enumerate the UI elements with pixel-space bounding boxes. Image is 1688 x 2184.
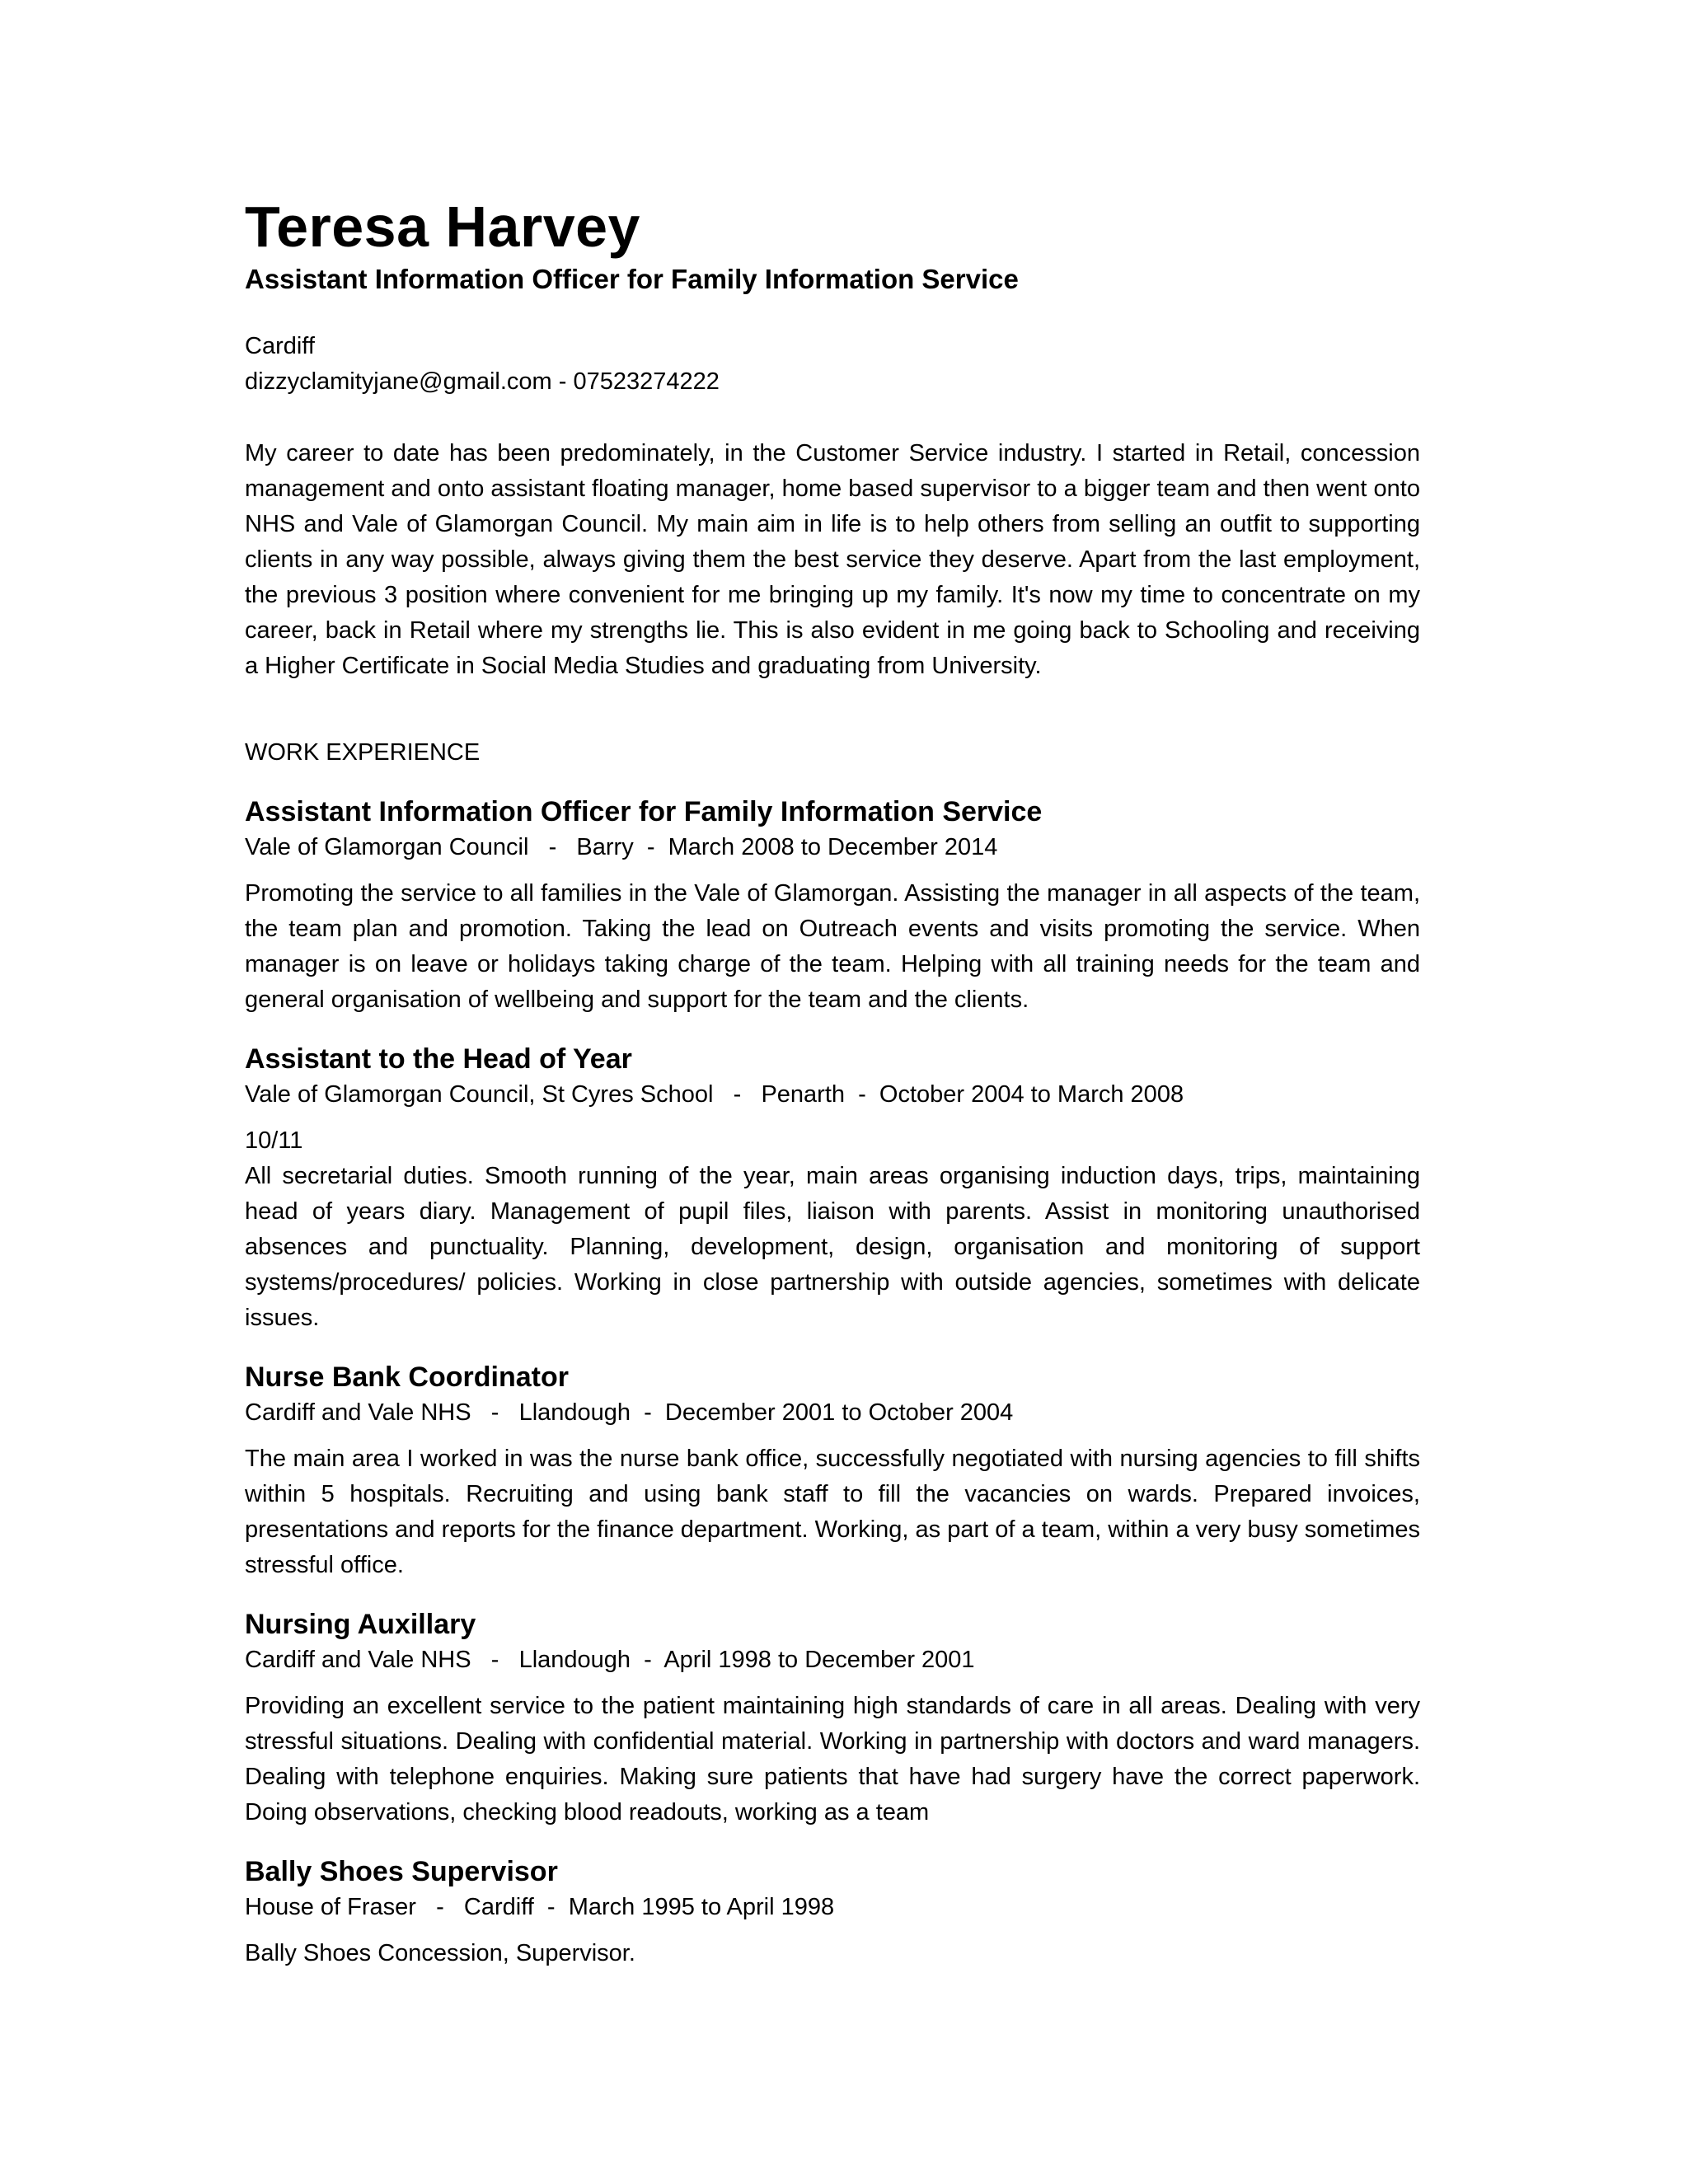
job-description: Bally Shoes Concession, Supervisor. (245, 1940, 635, 1967)
job-entry (245, 1041, 1420, 1336)
candidate-headline: Assistant Information Officer for Family Information Service (245, 264, 1019, 294)
job-list (245, 794, 1420, 1971)
job-note: 10/11 (245, 1127, 303, 1155)
job-entry (245, 1854, 1420, 1971)
job-description: Providing an excellent service to the patient maintaining high standards of care in all areas. Dealing with very stressful situations. Dealing with confidential material. Working in partnership with doctors and ward managers. Dealing with telephone enquiries. Making sure patients that have had surgery have the correct paperwork. Doing observations, checking blood readouts, working as a team (245, 1693, 1420, 1826)
contact-block (245, 329, 1420, 400)
job-meta: Vale of Glamorgan Council, St Cyres School - Penarth - October 2004 to March 2008 (245, 1081, 1184, 1108)
section-title-work-experience: WORK EXPERIENCE (245, 739, 481, 766)
job-entry (245, 1359, 1420, 1583)
job-description: All secretarial duties. Smooth running of the year, main areas organising induction days, trips, maintaining head of years diary. Management of pupil files, liaison with parents. Assist in monitoring unauthorised absences and punctuality. Planning, development, design, organisation and monitoring of support systems/procedures/ policies. Working in close partnership with outside agencies, sometimes with delicate issues. (245, 1163, 1420, 1332)
job-title: Assistant Information Officer for Family Information Service (245, 796, 1043, 828)
candidate-name: Teresa Harvey (245, 194, 640, 259)
job-title: Nurse Bank Coordinator (245, 1361, 569, 1394)
job-meta: Cardiff and Vale NHS - Llandough - April 1998 to December 2001 (245, 1647, 975, 1674)
job-entry (245, 794, 1420, 1018)
job-title: Nursing Auxillary (245, 1609, 476, 1641)
resume-page (245, 194, 1420, 1971)
summary-paragraph: My career to date has been predominately, in the Customer Service industry. I started in Retail, concession management and onto assistant floating manager, home based supervisor to a bigger team and then went onto NHS and Vale of Glamorgan Council. My main aim in life is to help others from selling an outfit to supporting clients in any way possible, always giving them the best service they deserve. Apart from the last employment, the previous 3 position where convenient for me bringing up my family. It's now my time to concentrate on my career, back in Retail where my strengths lie. This is also evident in me going back to Schooling and receiving a Higher Certificate in Social Media Studies and graduating from University. (245, 440, 1420, 680)
job-meta: House of Fraser - Cardiff - March 1995 to April 1998 (245, 1894, 835, 1921)
job-meta: Cardiff and Vale NHS - Llandough - December 2001 to October 2004 (245, 1399, 1014, 1427)
job-meta: Vale of Glamorgan Council - Barry - March 2008 to December 2014 (245, 834, 998, 861)
location: Cardiff (245, 333, 315, 360)
job-title: Assistant to the Head of Year (245, 1043, 632, 1076)
job-description: Promoting the service to all families in the Vale of Glamorgan. Assisting the manager in all aspects of the team, the team plan and promotion. Taking the lead on Outreach events and visits promoting the service. When manager is on leave or holidays taking charge of the team. Helping with all training needs for the team and general organisation of wellbeing and support for the team and the clients. (245, 880, 1420, 1014)
job-entry (245, 1606, 1420, 1830)
job-title: Bally Shoes Supervisor (245, 1856, 558, 1888)
job-description: The main area I worked in was the nurse bank office, successfully negotiated with nursing agencies to fill shifts within 5 hospitals. Recruiting and using bank staff to fill the vacancies on wards. Prepared invoices, presentations and reports for the finance department. Working, as part of a team, within a very busy sometimes stressful office. (245, 1446, 1420, 1579)
contact-line: dizzyclamityjane@gmail.com - 07523274222 (245, 368, 720, 396)
